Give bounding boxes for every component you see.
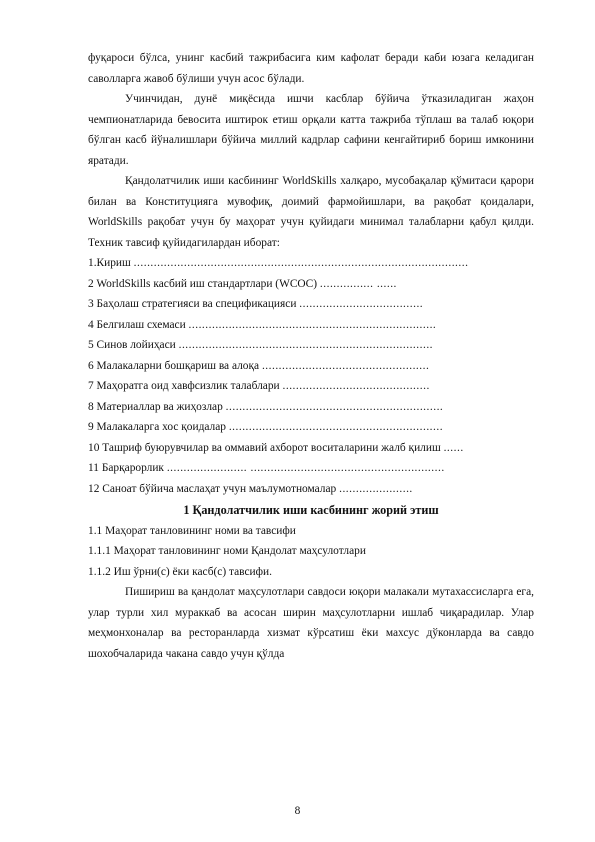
toc-item [88,458,534,479]
toc-item-label: 3 Баҳолаш стратегияси ва спецификацияси [88,298,297,310]
subsection-title: 1.1.1 Маҳорат танловининг номи Қандолат маҳсулотлари [88,545,366,557]
toc-item [88,417,534,438]
toc-item-label: 4 Белгилаш схемаси [88,318,186,331]
toc-item [88,253,534,274]
toc-item-label: 10 Ташриф буюрувчилар ва оммавий ахборот воситаларини жалб қилиш [88,441,441,454]
toc-leader: .................................................................................................... [133,257,469,269]
toc-item-label: 2 WorldSkills касбий иш стандартлари (WCOC) [88,277,318,290]
toc-item-label: 8 Материаллар ва жиҳозлар [88,400,223,413]
toc-item [88,438,534,459]
toc-leader: ...... [443,441,464,454]
toc-item [88,397,534,418]
toc-item-label: 12 Саноат бўйича маслаҳат учун маълумотномалар [88,482,337,495]
toc-leader: ...................... [339,482,413,495]
toc-item [88,274,534,295]
toc-item [88,376,534,397]
toc-leader: ............................................................................ [178,339,434,351]
toc-item-label: 6 Малакаларни бошқариш ва алоқа [88,359,260,372]
toc-leader: ................................................................. [225,400,444,413]
document-page [88,48,534,664]
toc-leader: ................ ...... [319,277,397,290]
paragraph-thirdly: Учинчидан, дунё миқёсида ишчи касблар бўйича ўтказиладиган жаҳон чемпионатларида бевосита иштирок етиш орқали катта тажриба тўплаш ва талаб юқори бўлган касб йўналишлари бўйича миллий кадрлар сафини кенгайтириб бориш имконини яратади. [88,93,534,167]
paragraph-continuation: фуқароси бўлса, унинг касбий тажрибасига ким кафолат беради каби юзага келадиган саволларга жавоб бўлиши учун асос бўлади. [88,52,534,85]
toc-item [88,294,534,315]
toc-item-label: 7 Маҳоратга оид хавфсизлик талаблари [88,380,280,392]
paragraph-worldskills: Қандолатчилик иши касбининг WorldSkills халқаро, мусобақалар қўмитаси қарори билан ва Конституцияга мувофиқ, доимий фармойишлари, ва рақобат қоидалари, WorldSkills рақобат учун бу маҳорат учун қуйидаги минимал талабларни қабул қилди. Техник тавсиф қуйидагилардан иборат: [88,175,534,249]
toc-leader: ............................................ [282,380,430,392]
toc-item-label: 5 Синов лойиҳаси [88,339,176,351]
toc-item-label: 9 Малакаларга хос қоидалар [88,421,226,433]
toc-leader: .................................................. [261,359,430,372]
toc-leader: ........................ .......................................................... [166,462,445,474]
table-of-contents [88,253,534,499]
toc-item [88,335,534,356]
toc-item [88,356,534,377]
toc-item-label: 11 Барқарорлик [88,462,164,474]
subsection-title: 1.1 Маҳорат танловининг номи ва тавсифи [88,524,296,537]
toc-leader: ..................................... [299,298,424,310]
section-heading: 1 Қандолатчилик иши касбининг жорий этиш [183,503,439,517]
toc-leader: ................................................................ [228,421,444,433]
paragraph-pastry-description: Пишириш ва қандолат маҳсулотлари савдоси юқори малакали мутахассисларга ега, улар турли хил мураккаб ва асосан ширин маҳсулотларни ишлаб чиқарадилар. Улар меҳмонхоналар ва ресторанларда хизмат кўрсатиш ёки махсус дўконларда ва савдо шохобчаларида чакана савдо учун қўлда [88,586,534,660]
toc-item [88,315,534,336]
toc-item [88,479,534,500]
toc-leader: .......................................................................... [188,318,437,331]
subsection-title: 1.1.2 Иш ўрни(с) ёки касб(с) тавсифи. [88,565,272,578]
toc-item-label: 1.Кириш [88,257,131,269]
page-number: 8 [294,805,301,817]
